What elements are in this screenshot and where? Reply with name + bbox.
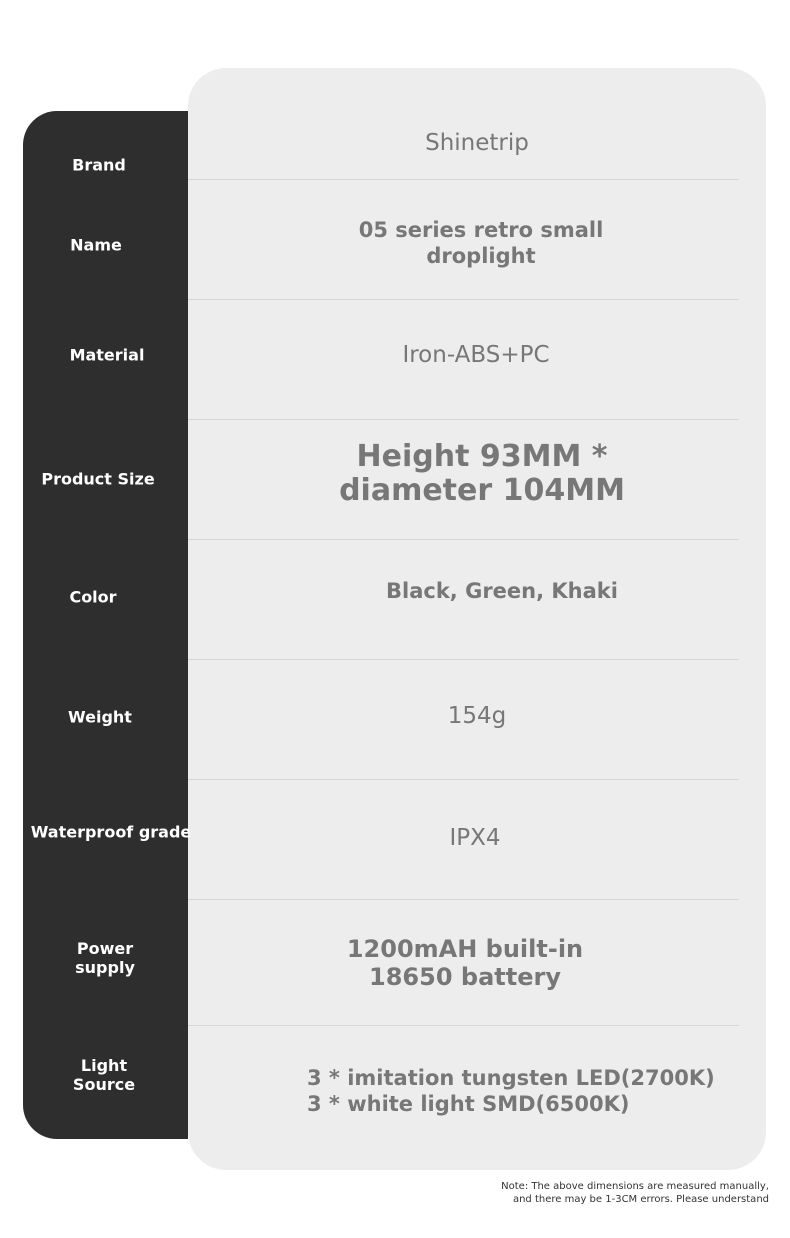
spec-value-weight: 154g — [447, 703, 507, 729]
spec-value-waterproof-grade: IPX4 — [449, 825, 501, 851]
spec-label-light-source: Light Source — [72, 1056, 136, 1094]
row-divider — [188, 1025, 739, 1026]
spec-value-color: Black, Green, Khaki — [386, 579, 618, 603]
row-divider — [188, 179, 739, 180]
spec-label-weight: Weight — [68, 707, 132, 727]
spec-value-power-supply: 1200mAH built-in 18650 battery — [346, 935, 584, 991]
row-divider — [188, 539, 739, 540]
spec-value-name: 05 series retro small droplight — [358, 218, 604, 268]
spec-label-material: Material — [69, 345, 145, 365]
spec-label-power-supply: Power supply — [75, 939, 135, 977]
spec-label-name: Name — [70, 235, 122, 255]
row-divider — [188, 299, 739, 300]
spec-value-material: Iron-ABS+PC — [402, 342, 550, 368]
row-divider — [188, 899, 739, 900]
spec-value-light-source: 3 * imitation tungsten LED(2700K) 3 * white light SMD(6500K) — [307, 1066, 715, 1116]
row-divider — [188, 779, 739, 780]
measurement-note: Note: The above dimensions are measured manually, and there may be 1-3CM errors. Please understand — [501, 1181, 769, 1205]
spec-labels-panel — [23, 111, 188, 1139]
row-divider — [188, 419, 739, 420]
spec-label-color: Color — [69, 587, 117, 607]
spec-label-waterproof-grade: Waterproof grade — [30, 822, 192, 842]
row-divider — [188, 659, 739, 660]
spec-label-product-size: Product Size — [41, 469, 155, 489]
spec-value-brand: Shinetrip — [425, 130, 529, 156]
spec-label-brand: Brand — [72, 155, 126, 175]
spec-value-product-size: Height 93MM * diameter 104MM — [339, 439, 625, 508]
